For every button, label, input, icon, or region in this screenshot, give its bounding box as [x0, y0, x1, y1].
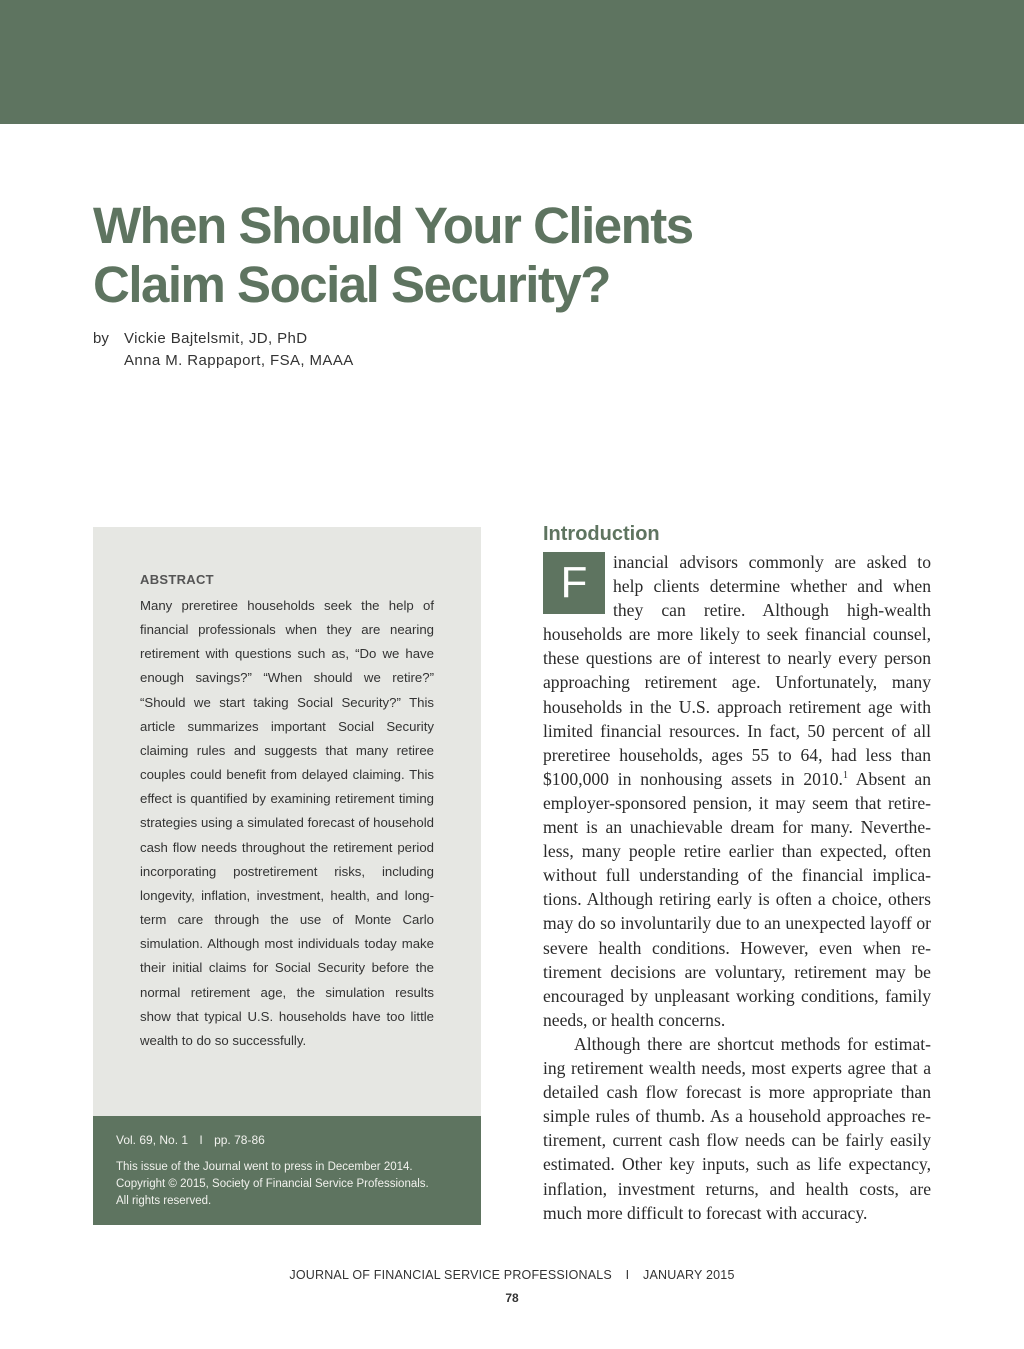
author-list	[124, 328, 354, 372]
author-name: Vickie Bajtelsmit, JD, PhD	[124, 330, 308, 347]
body-paragraph-2: Although there are shortcut methods for estimating retirement wealth needs, most experts agree that a detailed cash flow forecast is more appropriate than simple rules of thumb. As a household approaches retirement, current cash flow needs can be fairly easily estimated. Other key inputs, such as life expectancy, inflation, investment returns, and health costs, are much more difficult to forecast with accuracy.	[543, 1034, 931, 1223]
title-line-1: When Should Your Clients	[93, 197, 693, 254]
author-name: Anna M. Rappaport, FSA, MAAA	[124, 352, 354, 369]
drop-cap: F	[543, 552, 605, 614]
footer-separator: I	[625, 1268, 630, 1282]
introduction-heading: Introduction	[543, 523, 660, 545]
article-title	[93, 196, 793, 314]
abstract-text: Many preretiree households seek the help of financial professionals when they are nearing retirement with questions such as, “Do we have enough savings?” “When should we retire?” “Should we start taking Social Security?” This article summarizes important Social Security claiming rules and suggests that many retiree couples could benefit from delayed claiming. This effect is quantified by examining retirement timing strategies using a simulated forecast of household cash flow needs throughout the retirement period incorporating postretirement risks, including longevity, inflation, investment, health, and long-term care through the use of Monte Carlo simulation. Although most individuals today make their initial claims for Social Security before the normal retirement age, the simulation results show that typical U.S. households have too little wealth to do so successfully.	[140, 598, 434, 1048]
abstract-heading: ABSTRACT	[140, 572, 214, 587]
page-range: pp. 78-86	[214, 1133, 265, 1147]
abstract-panel	[93, 527, 481, 1116]
journal-name: JOURNAL OF FINANCIAL SERVICE PROFESSIONALS	[289, 1268, 612, 1282]
page-number: 78	[505, 1291, 519, 1305]
page-footer	[0, 1268, 1024, 1282]
publication-info-panel	[93, 1116, 481, 1225]
press-note: This issue of the Journal went to press in December 2014.	[116, 1161, 413, 1173]
volume-line	[116, 1133, 265, 1147]
body-paragraph-1	[543, 550, 931, 1032]
copyright-text: Copyright © 2015, Society of Financial Service Professionals.	[116, 1178, 429, 1190]
volume-separator: I	[199, 1133, 203, 1147]
footnote-marker[interactable]: 1	[842, 769, 848, 781]
by-label: by	[93, 330, 109, 347]
volume-number: Vol. 69, No. 1	[116, 1133, 189, 1147]
title-line-2: Claim Social Security?	[93, 256, 610, 313]
copyright-note	[116, 1159, 476, 1210]
paragraph-text: inancial advisors commonly are asked to help clients determine whether and when they can retire. Although high-wealth households are more likely to seek financial counsel, these questions are of interest to nearly every person approaching retirement age. Unfortunately, many households in the U.S. approach retirement age with limited financial resources. In fact, 50 percent of all preretiree households, ages 55 to 64, had less than $100,000 in nonhousing assets in 2010.	[543, 552, 931, 789]
rights-text: All rights reserved.	[116, 1195, 212, 1207]
paragraph-text: Absent an employer-sponsored pension, it may seem that retirement is an unachievable dream for many. Nevertheless, many people retire earlier than expected, often without full understanding of the financial implications. Although retiring early is often a choice, others may do so involuntarily due to an unexpected layoff or severe health conditions. However, even when retirement decisions are voluntary, retirement may be encouraged by unpleasant working conditions, family needs, or health concerns.	[543, 768, 931, 1030]
header-color-band	[0, 0, 1024, 124]
issue-date: JANUARY 2015	[643, 1268, 735, 1282]
